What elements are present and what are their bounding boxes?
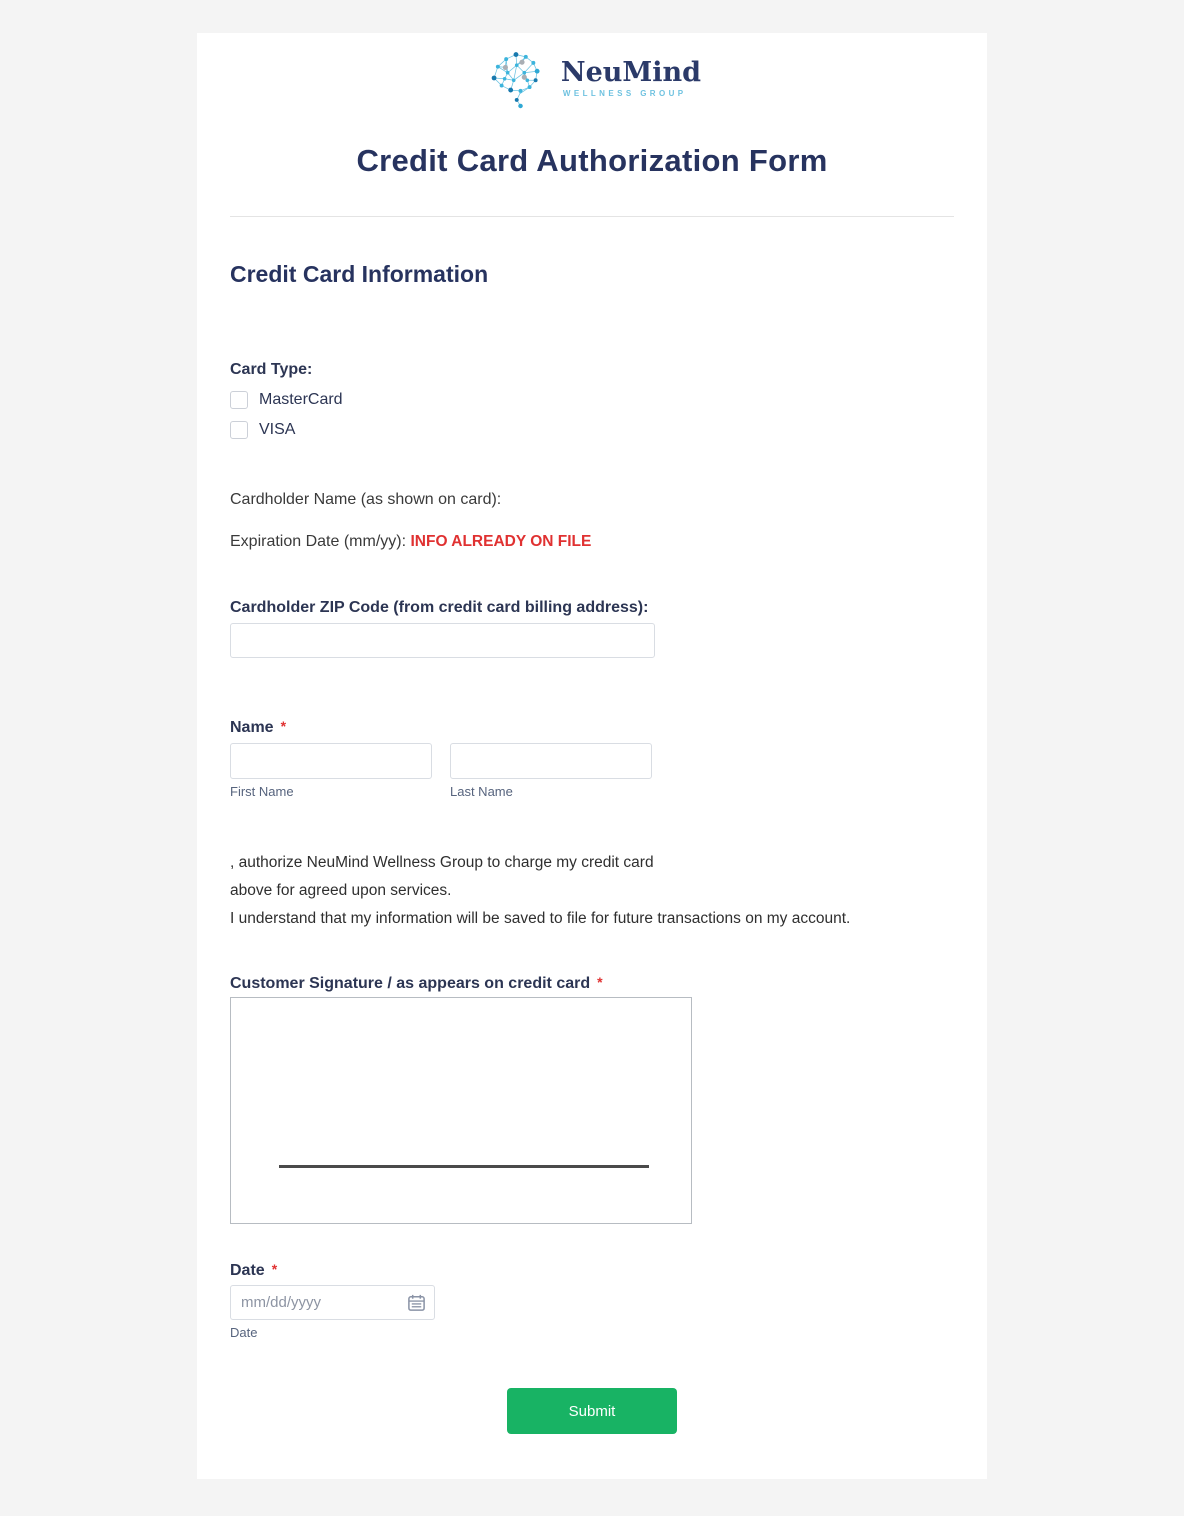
date-sublabel: Date [230,1325,258,1340]
expiration-line [230,533,954,551]
logo-tagline: WELLNESS GROUP [562,88,687,98]
date-required-marker: * [271,1261,278,1277]
mastercard-checkbox[interactable] [230,391,248,409]
last-name-col [450,743,652,799]
signature-required-marker: * [597,974,603,990]
signature-label-text: Customer Signature / as appears on credit card [230,975,591,992]
divider [230,216,954,217]
signature-line [279,1165,649,1168]
authorization-line-2: above for agreed upon services. [230,882,452,899]
name-required-marker: * [280,718,287,734]
name-row [230,743,954,799]
signature-label [230,974,954,993]
name-label-text: Name [230,719,274,736]
authorization-text [230,849,954,933]
first-name-input[interactable] [230,743,432,779]
first-name-col [230,743,432,799]
logo-text [560,56,702,98]
name-label [230,718,954,737]
authorization-line-3: I understand that my information will be saved to file for future transactions on my account. [230,910,851,927]
submit-button[interactable]: Submit [507,1388,677,1434]
expiration-label: Expiration Date (mm/yy): [230,533,407,550]
last-name-sublabel: Last Name [450,784,513,799]
page-title: Credit Card Authorization Form [356,143,828,178]
date-field [230,1285,435,1320]
brain-network-icon [483,44,555,112]
last-name-input[interactable] [450,743,652,779]
logo [230,43,954,113]
visa-label[interactable]: VISA [259,421,296,438]
logo-brand-name: NeuMind [560,56,702,88]
mastercard-label[interactable]: MasterCard [259,391,343,408]
zip-label: Cardholder ZIP Code (from credit card billing address): [230,599,649,616]
authorization-line-1: , authorize NeuMind Wellness Group to charge my credit card [230,854,654,871]
submit-row [230,1388,954,1434]
expiration-note: INFO ALREADY ON FILE [410,533,592,550]
zip-input[interactable] [230,623,655,658]
date-label [230,1261,954,1280]
signature-pad[interactable] [230,997,692,1224]
date-input[interactable] [230,1285,435,1320]
date-label-text: Date [230,1262,265,1279]
form-card [197,33,987,1479]
card-type-label: Card Type: [230,361,313,378]
section-heading: Credit Card Information [230,261,489,287]
cardholder-name-label: Cardholder Name (as shown on card): [230,491,502,508]
first-name-sublabel: First Name [230,784,294,799]
visa-checkbox[interactable] [230,421,248,439]
card-type-option-mastercard [230,391,954,409]
card-type-option-visa [230,421,954,439]
calendar-icon[interactable] [407,1293,426,1312]
